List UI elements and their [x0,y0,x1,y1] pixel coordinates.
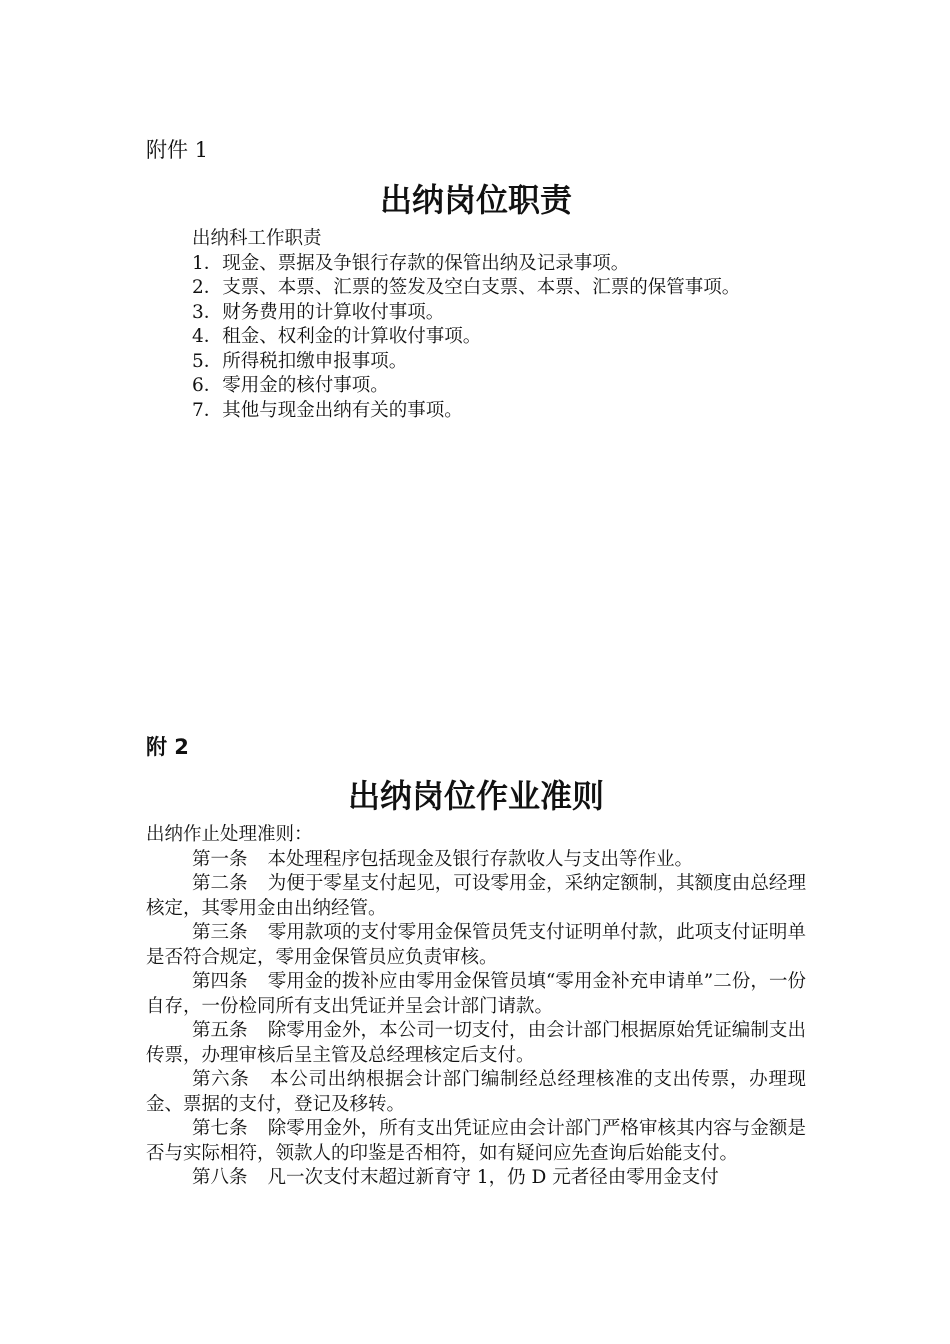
article-text: 本公司出纳根据会计部门编制经总经理核准的支出传票，办理现金、票据的支付，登记及移转。 [146,1069,806,1115]
article-paragraph [146,1019,806,1068]
annex1-item: 3．财务费用的计算收付事项。 [192,301,445,323]
article-text: 除零用金外，本公司一切支付，由会计部门根据原始凭证编制支出传票，办理审核后呈主管及总经理核定后支付。 [146,1020,806,1066]
article-paragraph [146,1166,806,1191]
annex1-item: 7．其他与现金出纳有关的事项。 [192,399,463,421]
article-number: 第七条 [192,1118,248,1139]
article-number: 第五条 [192,1020,248,1041]
article-text: 零用金的拨补应由零用金保管员填“零用金补充申请单”二份，一份自存，一份检同所有支出凭证并呈会计部门请款。 [146,971,806,1017]
annex1-subtitle: 出纳科工作职责 [192,228,322,249]
article-number: 第四条 [192,971,248,992]
article-paragraph [146,1068,806,1117]
annex1-item: 4．租金、权利金的计算收付事项。 [192,326,482,347]
annex1-item: 5．所得税扣缴申报事项。 [192,350,408,372]
article-number: 第八条 [192,1167,248,1188]
annex1-item: 6．零用金的核付事项。 [192,375,389,396]
annex2-intro: 出纳作止处理准则： [146,824,313,845]
article-text: 本处理程序包括现金及银行存款收人与支出等作业。 [267,848,694,870]
article-number: 第三条 [192,922,248,943]
article-paragraph [146,848,806,873]
article-number: 第二条 [192,873,248,894]
article-paragraph [146,970,806,1019]
article-text: 零用款项的支付零用金保管员凭支付证明单付款，此项支付证明单是否符合规定，零用金保管员应负责审核。 [146,922,806,968]
article-text: 凡一次支付末超过新育守 1，仍 D 元者径由零用金支付 [267,1167,719,1188]
article-paragraph [146,921,806,970]
article-paragraph [146,1117,806,1166]
annex1-item: 1．现金、票据及争银行存款的保管出纳及记录事项。 [192,252,630,274]
article-text: 除零用金外，所有支出凭证应由会计部门严格审核其内容与金额是否与实际相符，领款人的印鉴是否相符，如有疑问应先查询后始能支付。 [146,1118,806,1164]
annex1-body [146,227,806,423]
annex1-title: 出纳岗位职责 [379,181,572,219]
annex1-item: 2．支票、本票、汇票的签发及空白支票、本票、汇票的保管事项。 [192,277,741,298]
annex1-label: 附件 1 [146,138,209,162]
annex2-title: 出纳岗位作业准则 [347,777,604,815]
annex2-body [146,823,806,1191]
article-number: 第一条 [192,848,248,870]
annex2-label: 附 2 [146,735,189,759]
article-paragraph [146,872,806,921]
article-text: 为便于零星支付起见，可设零用金，采纳定额制，其额度由总经理核定，其零用金由出纳经管。 [146,873,806,919]
article-number: 第六条 [192,1069,250,1090]
